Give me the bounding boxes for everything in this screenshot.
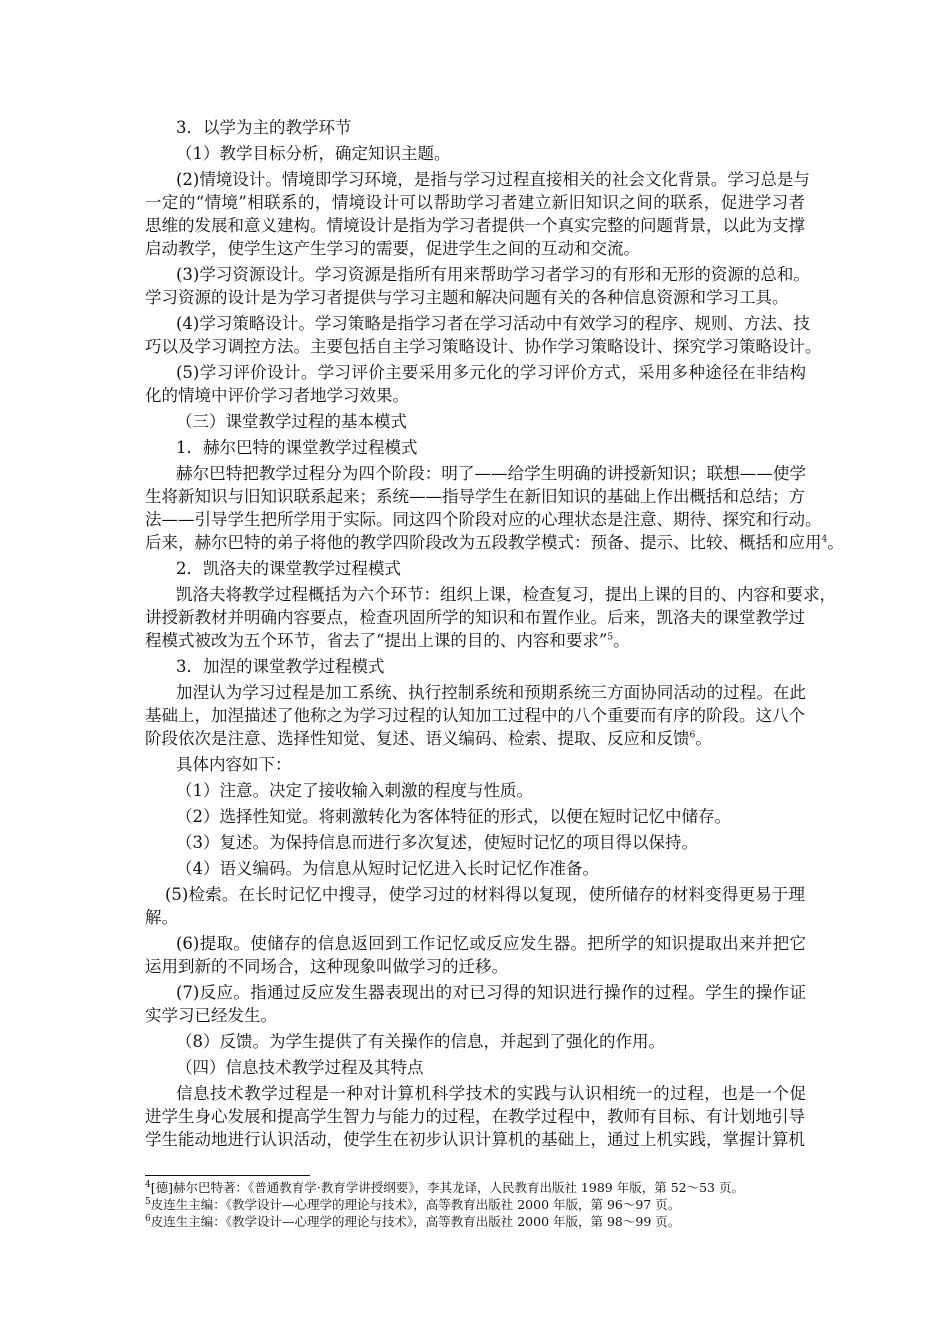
footnote-ref: 5 <box>607 632 614 643</box>
section-heading: 3．加涅的课堂教学过程模式 <box>176 657 385 676</box>
paragraph-line: 法——引导学生把所学用于实际。同这四个阶段对应的心理状态是注意、期待、探究和行动。 <box>145 510 822 529</box>
footnote-ref: 6 <box>689 730 696 741</box>
section-heading: 3．以学为主的教学环节 <box>176 118 352 137</box>
list-item: (6)提取。使储存的信息返回到工作记忆或反应发生器。把所学的知识提取出来并把它 <box>176 934 806 953</box>
footnote-mark: 5 <box>145 1196 151 1207</box>
paragraph-line: 后来，赫尔巴特的弟子将他的教学四阶段改为五段教学模式：预备、提示、比较、概括和应用$^4$。 <box>145 533 844 552</box>
paragraph-line: 化的情境中评价学习者地学习效果。 <box>145 386 409 405</box>
list-item: （3）复述。为保持信息而进行多次复述，使短时记忆的项目得以保持。 <box>176 833 698 852</box>
paragraph-line: 思维的发展和意义建构。情境设计是指为学习者提供一个真实完整的问题背景，以此为支撑 <box>145 216 805 235</box>
list-item: (7)反应。指通过反应发生器表现出的对已习得的知识进行操作的过程。学生的操作证 <box>176 983 806 1002</box>
paragraph-line: 赫尔巴特把教学过程分为四个阶段：明了——给学生明确的讲授新知识；联想——使学 <box>176 464 806 483</box>
paragraph-line: 程模式被改为五个环节，省去了“提出上课的目的、内容和要求”$^5$。 <box>145 631 630 650</box>
paragraph-line: (2)情境设计。情境即学习环境，是指与学习过程直接相关的社会文化背景。学习总是与 <box>176 170 810 189</box>
footnote-separator <box>145 1175 310 1176</box>
paragraph-line: （1）教学目标分析，确定知识主题。 <box>176 144 451 163</box>
paragraph-line: 凯洛夫将教学过程概括为六个环节：组织上课，检查复习，提出上课的目的、内容和要求， <box>176 585 836 604</box>
list-item: 解。 <box>145 908 178 927</box>
footnote: $^4$[德]赫尔巴特著：《普通教育学·教育学讲授纲要》，李其龙译，人民教育出版社 1989 年版，第 52～53 页。 <box>145 1179 744 1195</box>
list-item: （1）注意。决定了接收输入刺激的程度与性质。 <box>176 781 533 800</box>
footnote: $^6$皮连生主编：《教学设计—心理学的理论与技术》，高等教育出版社 2000 年版，第 98～99 页。 <box>145 1213 681 1229</box>
subsection-heading: （四）信息技术教学过程及其特点 <box>176 1058 424 1077</box>
paragraph-line: 具体内容如下： <box>176 755 292 774</box>
paragraph-line: 基础上，加涅描述了他称之为学习过程的认知加工过程中的八个重要而有序的阶段。这八个 <box>145 706 805 725</box>
list-item: 实学习已经发生。 <box>145 1006 277 1025</box>
section-heading: 1．赫尔巴特的课堂教学过程模式 <box>176 438 418 457</box>
paragraph-line: (3)学习资源设计。学习资源是指所有用来帮助学习者学习的有形和无形的资源的总和。 <box>176 265 810 284</box>
paragraph-line: 启动教学，使学生这产生学习的需要，促进学生之间的互动和交流。 <box>145 239 640 258</box>
paragraph-line: 学生能动地进行认识活动，使学生在初步认识计算机的基础上，通过上机实践，掌握计算机 <box>145 1130 805 1149</box>
footnote: $^5$皮连生主编：《教学设计—心理学的理论与技术》，高等教育出版社 2000 年版，第 96～97 页。 <box>145 1196 681 1212</box>
paragraph-line: 进学生身心发展和提高学生智力与能力的过程，在教学过程中，教师有目标、有计划地引导 <box>145 1107 805 1126</box>
footnote-mark: 6 <box>145 1213 151 1224</box>
paragraph-line: 巧以及学习调控方法。主要包括自主学习策略设计、协作学习策略设计、探究学习策略设计。 <box>145 337 822 356</box>
list-item: （2）选择性知觉。将刺激转化为客体特征的形式，以便在短时记忆中储存。 <box>176 807 731 826</box>
paragraph-line: 学习资源的设计是为学习者提供与学习主题和解决问题有关的各种信息资源和学习工具。 <box>145 288 789 307</box>
paragraph-line: (4)学习策略设计。学习策略是指学习者在学习活动中有效学习的程序、规则、方法、技 <box>176 314 810 333</box>
paragraph-line: 信息技术教学过程是一种对计算机科学技术的实践与认识相统一的过程，也是一个促 <box>176 1084 806 1103</box>
footnote-mark: 4 <box>145 1179 151 1190</box>
footnote-ref: 4 <box>821 534 828 545</box>
list-item: （4）语义编码。为信息从短时记忆进入长时记忆作准备。 <box>176 859 599 878</box>
list-item: （8）反馈。为学生提供了有关操作的信息，并起到了强化的作用。 <box>176 1032 665 1051</box>
paragraph-line: (5)学习评价设计。学习评价主要采用多元化的学习评价方式，采用多种途径在非结构 <box>176 363 806 382</box>
paragraph-line: 生将新知识与旧知识联系起来；系统——指导学生在新旧知识的基础上作出概括和总结；方 <box>145 487 805 506</box>
paragraph-line: 讲授新教材并明确内容要点，检查巩固所学的知识和布置作业。后来，凯洛夫的课堂教学过 <box>145 608 805 627</box>
section-heading: 2．凯洛夫的课堂教学过程模式 <box>176 559 401 578</box>
paragraph-line: 加涅认为学习过程是加工系统、执行控制系统和预期系统三方面协同活动的过程。在此 <box>176 683 806 702</box>
paragraph-line: 阶段依次是注意、选择性知觉、复述、语义编码、检索、提取、反应和反馈$^6$。 <box>145 729 712 748</box>
subsection-heading: （三）课堂教学过程的基本模式 <box>176 412 407 431</box>
paragraph-line: 一定的“情境”相联系的，情境设计可以帮助学习者建立新旧知识之间的联系，促进学习者 <box>145 193 805 212</box>
list-item: (5)检索。在长时记忆中搜寻，使学习过的材料得以复现，使所储存的材料变得更易于理 <box>165 885 805 904</box>
list-item: 运用到新的不同场合，这种现象叫做学习的迁移。 <box>145 957 508 976</box>
